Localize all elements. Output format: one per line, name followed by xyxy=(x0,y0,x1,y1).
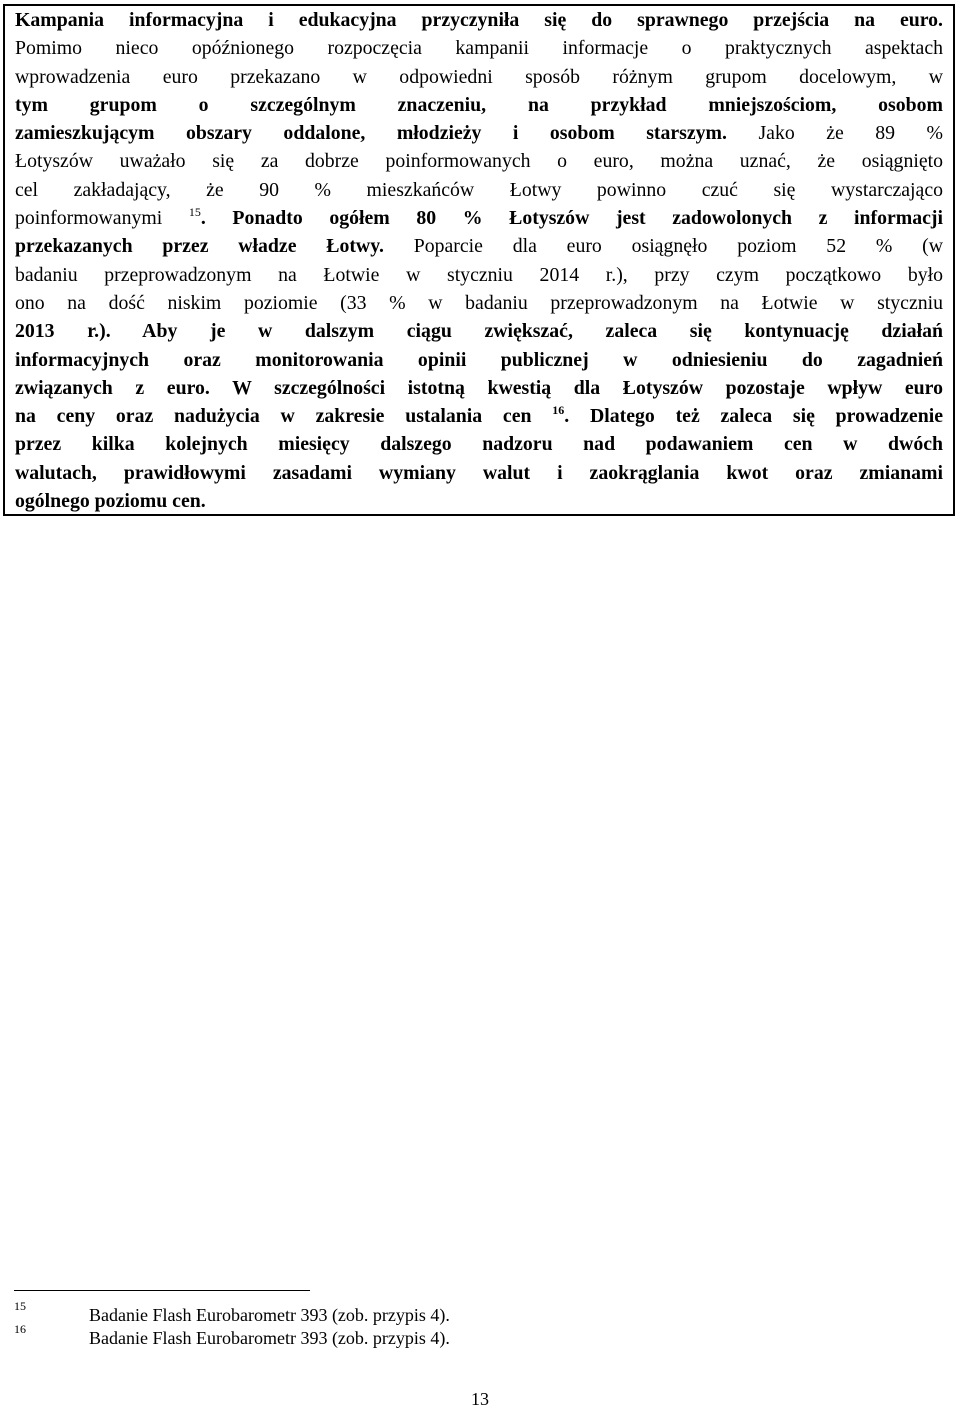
box-line-9 xyxy=(15,232,943,260)
box-line-5-bold: zamieszkującym obszary oddalone, młodzieży i osobom starszym. xyxy=(15,122,727,145)
box-line-5 xyxy=(15,119,943,147)
box-line-8-tail: . Ponadto ogółem 80 % Łotyszów jest zadowolonych z informacji xyxy=(200,207,943,230)
footnote-text: Badanie Flash Eurobarometr 393 (zob. przypis 4). xyxy=(89,1328,450,1348)
footnote-text: Badanie Flash Eurobarometr 393 (zob. przypis 4). xyxy=(89,1305,450,1325)
box-line-13: informacyjnych oraz monitorowania opinii publicznej w odniesieniu do zagadnień xyxy=(15,348,943,371)
footnote-number: 16 xyxy=(14,1322,26,1336)
footnote-number: 15 xyxy=(14,1299,26,1313)
footnote-ref-15[interactable]: 15 xyxy=(188,205,201,220)
footnote-ref-16[interactable]: 16 xyxy=(552,403,565,418)
box-line-4: tym grupom o szczególnym znaczeniu, na przykład mniejszościom, osobom xyxy=(15,93,943,116)
box-line-10: badaniu przeprowadzonym na Łotwie w styczniu 2014 r.), przy czym początkowo było xyxy=(15,263,943,286)
box-line-15 xyxy=(15,402,943,430)
box-line-12: 2013 r.). Aby je w dalszym ciągu zwiększać, zaleca się kontynuację działań xyxy=(15,320,943,343)
page-number: 13 xyxy=(471,1389,489,1409)
footnote-separator xyxy=(14,1290,310,1291)
box-line-9-tail: Poparcie dla euro osiągnęło poziom 52 % (w xyxy=(383,235,943,258)
box-line-14: związanych z euro. W szczególności istotną kwestią dla Łotyszów pozostaje wpływ euro xyxy=(15,376,943,399)
box-line-3: wprowadzenia euro przekazano w odpowiedni sposób różnym grupom docelowym, w xyxy=(15,65,943,88)
box-line-15-text: na ceny oraz nadużycia w zakresie ustalania cen xyxy=(15,405,532,428)
footnote-15 xyxy=(14,1299,614,1329)
box-line-5-tail: Jako że 89 % xyxy=(726,122,943,145)
box-line-15-tail: . Dlatego też zaleca się prowadzenie xyxy=(564,405,943,428)
box-line-18: ogólnego poziomu cen. xyxy=(15,490,206,513)
box-line-9-bold: przekazanych przez władze Łotwy. xyxy=(15,235,384,258)
footnote-16 xyxy=(14,1322,614,1352)
box-line-8 xyxy=(15,204,943,232)
box-line-17: walutach, prawidłowymi zasadami wymiany walut i zaokrąglania kwot oraz zmianami xyxy=(15,461,943,484)
box-line-7: cel zakładający, że 90 % mieszkańców Łotwy powinno czuć się wystarczająco xyxy=(15,178,943,201)
box-line-2: Pomimo nieco opóźnionego rozpoczęcia kampanii informacje o praktycznych aspektach xyxy=(15,37,943,60)
box-line-11: ono na dość niskim poziomie (33 % w badaniu przeprowadzonym na Łotwie w styczniu xyxy=(15,291,943,314)
highlight-box xyxy=(3,4,955,516)
box-line-6: Łotyszów uważało się za dobrze poinformowanych o euro, można uznać, że osiągnięto xyxy=(15,150,943,173)
box-line-1: Kampania informacyjna i edukacyjna przyczyniła się do sprawnego przejścia na euro. xyxy=(15,9,943,31)
box-line-16: przez kilka kolejnych miesięcy dalszego nadzoru nad podawaniem cen w dwóch xyxy=(15,433,943,456)
box-line-8-text: poinformowanymi xyxy=(15,207,163,230)
